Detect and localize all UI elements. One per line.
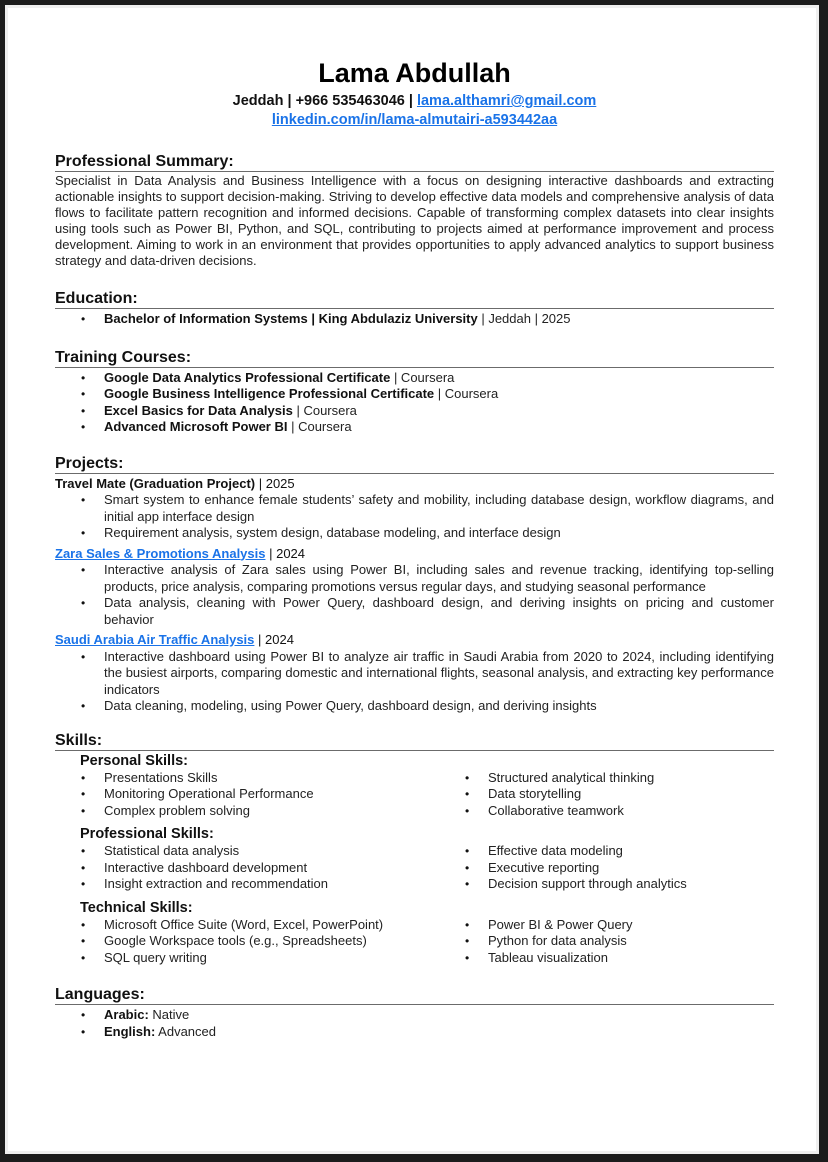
- skill-item: • Effective data modeling: [439, 843, 774, 860]
- skills-list-right: [439, 917, 774, 967]
- resume-content: [55, 8, 774, 1040]
- project-bullet: • Requirement analysis, system design, database modeling, and interface design: [55, 525, 774, 542]
- training-item: [55, 386, 774, 403]
- language-level: Advanced: [155, 1023, 216, 1039]
- course-provider: | Coursera: [287, 419, 352, 434]
- project-year: | 2025: [255, 475, 295, 491]
- projects-section: [55, 454, 774, 715]
- project-year: | 2024: [265, 545, 306, 561]
- skill-item: • Collaborative teamwork: [439, 803, 774, 820]
- location: Jeddah: [232, 93, 284, 109]
- skills-columns: [55, 770, 774, 820]
- course-name: Excel Basics for Data Analysis: [104, 402, 293, 418]
- language-item: [55, 1007, 774, 1024]
- skill-item: • Data storytelling: [439, 786, 774, 803]
- project-heading: [55, 546, 774, 563]
- skill-item: • Power BI & Power Query: [439, 917, 774, 934]
- project-heading: [55, 632, 774, 649]
- skills-section: [55, 731, 774, 967]
- resume-page: [5, 5, 819, 1154]
- training-list: [55, 370, 774, 436]
- project-heading: [55, 476, 774, 493]
- language-name: English:: [104, 1023, 156, 1039]
- degree-details: | Jeddah | 2025: [477, 311, 571, 326]
- language-item: [55, 1024, 774, 1041]
- project-title: Travel Mate (Graduation Project): [55, 475, 256, 491]
- skills-list-left: [55, 770, 439, 820]
- section-title-training: Training Courses:: [55, 348, 774, 368]
- skill-item: • Interactive dashboard development: [55, 860, 439, 877]
- skills-list-right: [439, 770, 774, 820]
- skill-item: • Complex problem solving: [55, 803, 439, 820]
- language-level: Native: [148, 1007, 190, 1022]
- education-section: [55, 289, 774, 328]
- course-provider: | Coursera: [390, 369, 455, 385]
- project-bullets: [55, 649, 774, 715]
- course-name: Google Data Analytics Professional Certificate: [104, 369, 391, 385]
- skill-item: • Presentations Skills: [55, 770, 439, 787]
- skills-list-left: [55, 917, 439, 967]
- training-item: [55, 403, 774, 420]
- project-bullets: [55, 492, 774, 542]
- skill-item: • Monitoring Operational Performance: [55, 786, 439, 803]
- linkedin-line: [55, 111, 774, 130]
- skill-item: • Python for data analysis: [439, 933, 774, 950]
- skill-item: • Tableau visualization: [439, 950, 774, 967]
- summary-section: [55, 152, 774, 269]
- project-year: | 2024: [254, 632, 294, 647]
- section-title-skills: Skills:: [55, 731, 774, 751]
- education-item: [55, 311, 774, 328]
- section-title-education: Education:: [55, 289, 774, 309]
- skills-columns: [55, 917, 774, 967]
- summary-text: Specialist in Data Analysis and Business Intelligence with a focus on designing interactive dashboards and extracting actionable insights to support decision-making. Striving to develop effective data models and comprehensive analysis of data flows to facilitate pattern recognition and informed decisions. Capable of transforming complex datasets into clear insights using tools such as Power BI, Python, and SQL, contributing to projects aimed at performance improvement and process development. Aiming to work in an environment that provides opportunities to apply advanced analytics to support business strategy and data-driven decisions.: [55, 173, 774, 268]
- project-bullet: • Data analysis, cleaning with Power Query, dashboard design, and deriving insights on pricing and customer behavior: [55, 595, 774, 628]
- project-title-link[interactable]: Saudi Arabia Air Traffic Analysis: [55, 632, 255, 647]
- skill-item: • SQL query writing: [55, 950, 439, 967]
- section-title-summary: Professional Summary:: [55, 152, 774, 172]
- skill-item: • Structured analytical thinking: [439, 770, 774, 787]
- candidate-name: Lama Abdullah: [318, 58, 511, 88]
- language-name: Arabic:: [104, 1007, 149, 1022]
- training-section: [55, 348, 774, 436]
- project-bullet: • Smart system to enhance female students’ safety and mobility, including database design, workflow diagrams, and initial app interface design: [55, 492, 774, 525]
- project-bullet: • Data cleaning, modeling, using Power Query, dashboard design, and deriving insights: [55, 698, 774, 715]
- training-item: [55, 370, 774, 387]
- separator: |: [283, 93, 296, 109]
- contact-line: [55, 92, 774, 111]
- section-title-languages: Languages:: [55, 985, 774, 1005]
- project-bullet: • Interactive analysis of Zara sales using Power BI, including sales and revenue tracking, identifying top-selling products, price analysis, comparing promotions versus regular days, and studying seasonal performance: [55, 562, 774, 595]
- skills-group-title: Professional Skills:: [80, 826, 214, 842]
- skills-group-title: Technical Skills:: [80, 899, 193, 916]
- skill-item: • Insight extraction and recommendation: [55, 876, 439, 893]
- skills-list-right: [439, 843, 774, 893]
- course-name: Google Business Intelligence Professional Certificate: [104, 386, 435, 401]
- section-title-projects: Projects:: [55, 454, 774, 474]
- skill-item: • Statistical data analysis: [55, 843, 439, 860]
- course-name: Advanced Microsoft Power BI: [104, 419, 288, 434]
- phone: +966 535463046: [295, 93, 405, 109]
- training-item: [55, 419, 774, 436]
- linkedin-link[interactable]: linkedin.com/in/lama-almutairi-a593442aa: [271, 112, 558, 128]
- project-bullets: [55, 562, 774, 628]
- skill-item: • Microsoft Office Suite (Word, Excel, PowerPoint): [55, 917, 439, 934]
- education-list: [55, 311, 774, 328]
- skill-item: • Executive reporting: [439, 860, 774, 877]
- skill-item: • Google Workspace tools (e.g., Spreadsheets): [55, 933, 439, 950]
- course-provider: | Coursera: [292, 402, 357, 418]
- email-link[interactable]: lama.althamri@gmail.com: [416, 93, 597, 109]
- skills-list-left: [55, 843, 439, 893]
- degree: Bachelor of Information Systems | King Abdulaziz University: [104, 311, 478, 326]
- languages-section: [55, 985, 774, 1040]
- skill-item: • Decision support through analytics: [439, 876, 774, 893]
- skills-columns: [55, 843, 774, 893]
- languages-list: [55, 1007, 774, 1040]
- project-bullet: • Interactive dashboard using Power BI to analyze air traffic in Saudi Arabia from 2020 to 2024, including identifying the busiest airports, comparing domestic and international flights, seasonal analysis, and extracting key performance indicators: [55, 649, 774, 699]
- course-provider: | Coursera: [434, 386, 499, 401]
- skills-group-title: Personal Skills:: [80, 752, 188, 769]
- separator: |: [404, 93, 417, 109]
- project-title-link[interactable]: Zara Sales & Promotions Analysis: [55, 545, 266, 561]
